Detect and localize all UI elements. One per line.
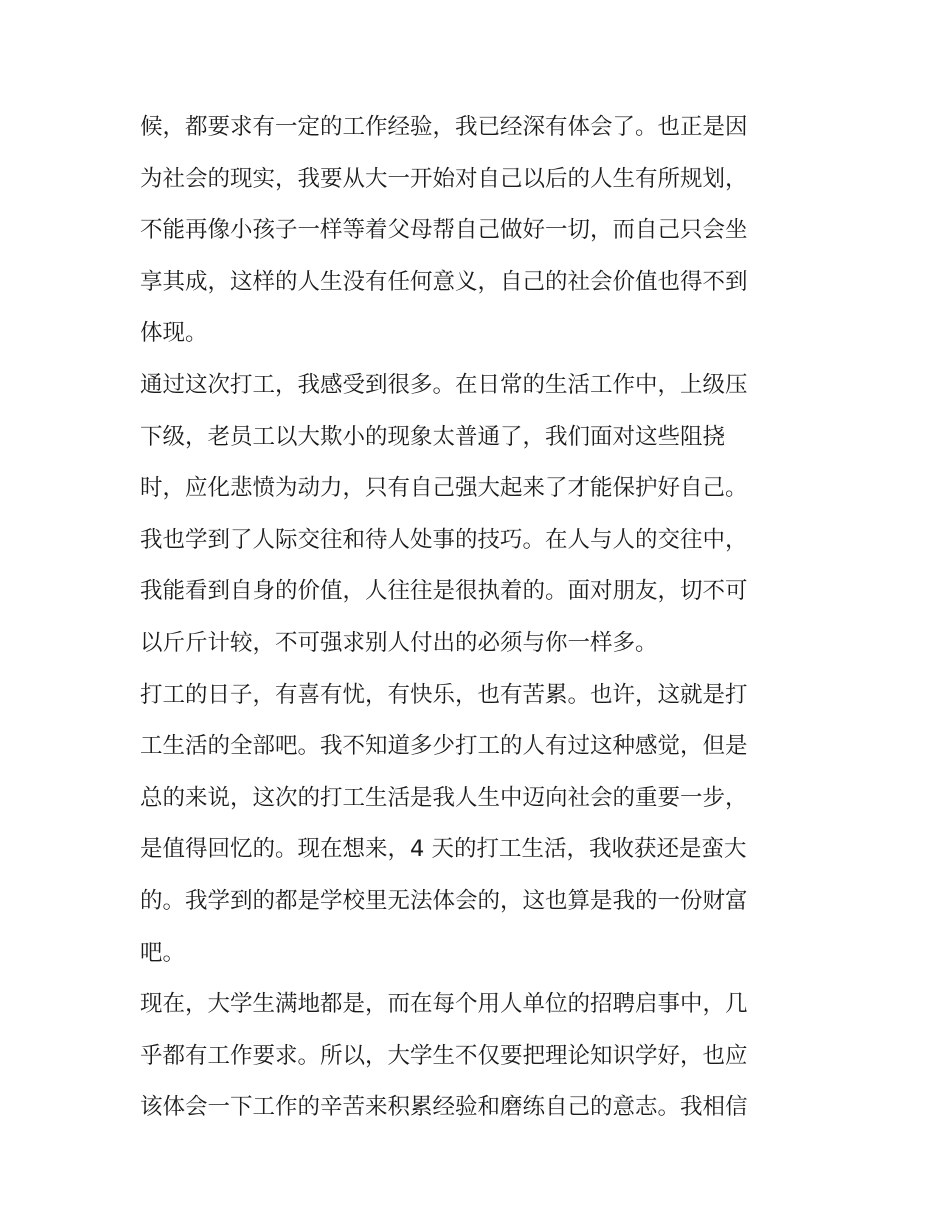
text-line: 打工的日子，有喜有忧，有快乐，也有苦累。也许，这就是打 xyxy=(140,681,748,708)
text-line: 以斤斤计较，不可强求别人付出的必须与你一样多。 xyxy=(140,629,658,656)
text-line: 我也学到了人际交往和待人处事的技巧。在人与人的交往中， xyxy=(140,526,748,553)
text-line: 总的来说，这次的打工生活是我人生中迈向社会的重要一步， xyxy=(140,784,748,811)
text-line: 吧。 xyxy=(140,939,186,966)
text-line: 通过这次打工，我感受到很多。在日常的生活工作中，上级压 xyxy=(140,371,748,398)
text-line: 下级，老员工以大欺小的现象太普通了，我们面对这些阻挠 xyxy=(140,423,726,450)
text-line: 的。我学到的都是学校里无法体会的，这也算是我的一份财富 xyxy=(140,887,748,914)
text-line: 不能再像小孩子一样等着父母帮自己做好一切，而自己只会坐 xyxy=(140,217,748,244)
text-line: 现在，大学生满地都是，而在每个用人单位的招聘启事中，几 xyxy=(140,991,748,1018)
text-line: 工生活的全部吧。我不知道多少打工的人有过这种感觉，但是 xyxy=(140,733,748,760)
text-line: 该体会一下工作的辛苦来积累经验和磨练自己的意志。我相信 xyxy=(140,1094,748,1121)
paragraph-2 xyxy=(140,360,820,670)
paragraph-1 xyxy=(140,102,820,360)
text-line: 为社会的现实，我要从大一开始对自己以后的人生有所规划， xyxy=(140,165,748,192)
text-line: 时，应化悲愤为动力，只有自己强大起来了才能保护好自己。 xyxy=(140,475,748,502)
paragraph-3 xyxy=(140,670,820,980)
paragraph-4 xyxy=(140,979,820,1134)
text-line: 我能看到自身的价值，人往往是很执着的。面对朋友，切不可 xyxy=(140,578,748,605)
text-line: 享其成，这样的人生没有任何意义，自己的社会价值也得不到 xyxy=(140,268,748,295)
text-line: 是值得回忆的。现在想来，4 天的打工生活，我收获还是蛮大 xyxy=(140,836,747,863)
body-text xyxy=(140,102,820,1134)
text-line: 乎都有工作要求。所以，大学生不仅要把理论知识学好，也应 xyxy=(140,1042,748,1069)
text-line: 体现。 xyxy=(140,320,208,347)
text-line: 候，都要求有一定的工作经验，我已经深有体会了。也正是因 xyxy=(140,114,748,140)
